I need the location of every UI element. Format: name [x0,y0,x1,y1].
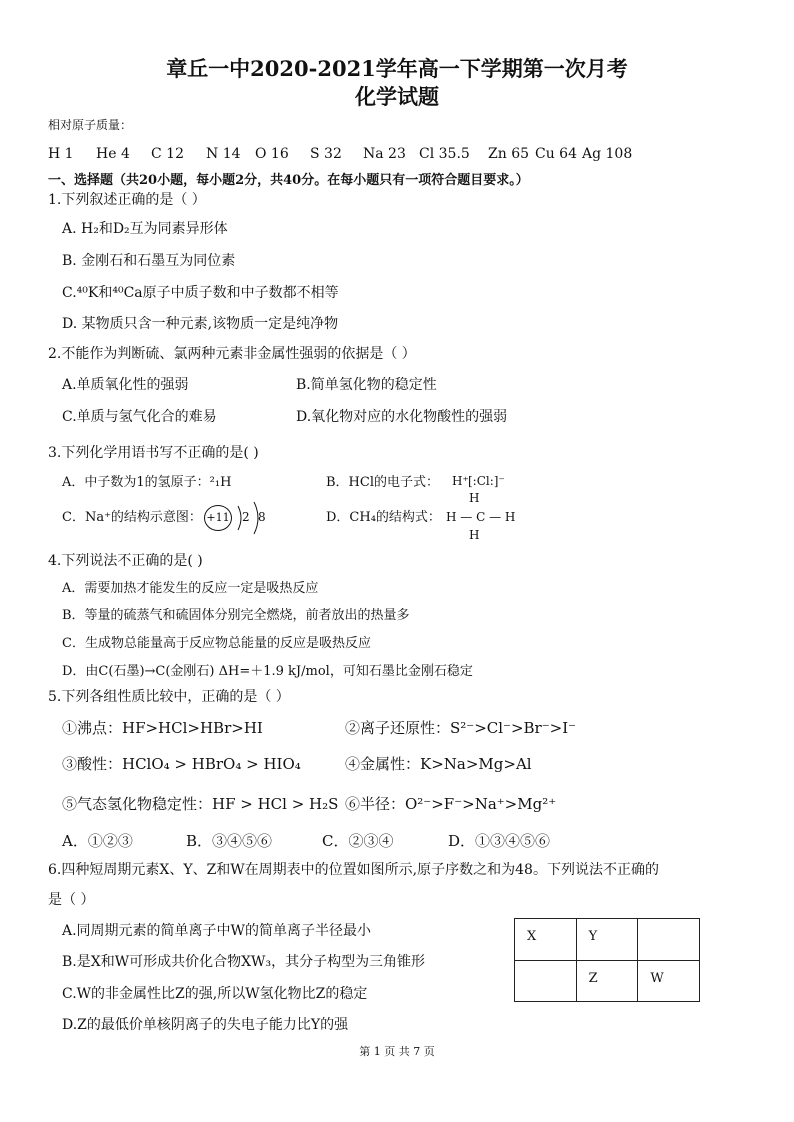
q4-option-a: A．需要加热才能发生的反应一定是吸热反应 [62,581,319,596]
q1-option-d: D. 某物质只含一种元素,该物质一定是纯净物 [62,316,339,332]
q1-option-a: A. H₂和D₂互为同素异形体 [62,221,228,237]
q4-option-c: C．生成物总能量高于反应物总能量的反应是吸热反应 [62,636,371,651]
ch4-middle: H — C — H [446,510,516,524]
na-nucleus-circle: +11 [204,505,232,531]
q3-stem: 3.下列化学用语书写不正确的是( ) [48,445,259,461]
atomic-mass-item: H 1 [48,146,74,162]
atomic-mass-item: N 14 [206,146,241,162]
table-cell: X [515,919,577,961]
q5-item-4: ④金属性：K>Na>Mg>Al [345,755,532,773]
q4-stem: 4.下列说法不正确的是( ) [48,553,203,569]
q5-option-c: C．②③④ [322,832,394,850]
section-heading: 一、选择题（共20小题，每小题2分，共40分。在每小题只有一项符合题目要求。） [48,173,529,188]
q6-option-c: C.W的非金属性比Z的强,所以W氢化物比Z的稳定 [62,986,368,1002]
table-cell [638,919,700,961]
q3-option-a: A．中子数为1的氢原子：²₁H [62,475,232,490]
q1-option-c: C.⁴⁰K和⁴⁰Ca原子中质子数和中子数都不相等 [62,285,339,301]
atomic-mass-item: O 16 [255,146,289,162]
table-cell: Z [576,960,638,1002]
na-shell-2: 8 [258,510,266,524]
q3-option-b: B．HCl的电子式： [326,475,439,490]
na-shell-1: 2 [242,510,250,524]
q5-item-3: ③酸性：HClO₄ > HBrO₄ > HIO₄ [62,755,301,773]
table-cell [515,960,577,1002]
masses-label: 相对原子质量： [48,118,133,132]
periodic-table-fragment [514,918,700,1002]
q5-item-1: ①沸点：HF>HCl>HBr>HI [62,719,263,737]
exam-title: 章丘一中2020-2021学年高一下学期第一次月考 [166,56,628,81]
atomic-mass-item: He 4 [96,146,130,162]
atomic-mass-item: Ag 108 [582,146,633,162]
hcl-cl-ion: [:Cl:]⁻ [468,474,505,488]
q6-option-d: D.Z的最低价单核阴离子的失电子能力比Y的强 [62,1017,349,1033]
q1-option-b: B. 金刚石和石墨互为同位素 [62,253,236,269]
q5-item-2: ②离子还原性：S²⁻>Cl⁻>Br⁻>I⁻ [345,719,577,737]
q2-option-a: A.单质氧化性的强弱 [62,377,189,393]
q2-option-b: B.简单氢化物的稳定性 [296,377,437,393]
q5-option-b: B．③④⑤⑥ [186,832,273,850]
q6-stem-line1: 6.四种短周期元素X、Y、Z和W在周期表中的位置如图所示,原子序数之和为48。下列说法不正确的 [48,862,659,878]
q2-stem: 2.不能作为判断硫、氯两种元素非金属性强弱的依据是（ ） [48,346,416,362]
q1-stem: 1.下列叙述正确的是（ ） [48,192,206,208]
q5-option-a: A．①②③ [62,832,133,850]
q5-stem: 5.下列各组性质比较中，正确的是（ ） [48,689,290,705]
q2-option-d: D.氧化物对应的水化物酸性的强弱 [296,409,508,425]
q5-option-d: D．①③④⑤⑥ [448,832,551,850]
q4-option-d: D．由C(石墨)→C(金刚石) ΔH=＋1.9 kJ/mol，可知石墨比金刚石稳定 [62,664,473,679]
ch4-top-h: H [469,491,480,505]
atomic-mass-item: Zn 65 [488,146,530,162]
table-cell: Y [576,919,638,961]
atomic-mass-item: C 12 [151,146,184,162]
exam-subtitle: 化学试题 [355,84,439,109]
q6-option-b: B.是X和W可形成共价化合物XW₃，其分子构型为三角锥形 [62,954,426,970]
q3-option-c: C．Na⁺的结构示意图： [62,510,202,525]
q3-option-d: D．CH₄的结构式： [326,510,441,525]
na-structure-diagram [204,500,274,536]
q6-option-a: A.同周期元素的简单离子中W的简单离子半径最小 [62,923,371,939]
table-row [515,960,700,1002]
page-footer: 第 1 页 共 7 页 [359,1045,435,1058]
q2-option-c: C.单质与氢气化合的难易 [62,409,217,425]
q5-item-5: ⑤气态氢化物稳定性：HF > HCl > H₂S [62,795,339,813]
q4-option-b: B．等量的硫蒸气和硫固体分别完全燃烧，前者放出的热量多 [62,608,410,623]
atomic-mass-item: Na 23 [363,146,406,162]
table-cell: W [638,960,700,1002]
hcl-h-ion: H⁺ [452,474,469,488]
table-row [515,919,700,961]
ch4-bottom-h: H [469,528,480,542]
q6-stem-line2: 是（ ） [48,892,95,908]
atomic-mass-item: Cl 35.5 [419,146,470,162]
q5-item-6: ⑥半径：O²⁻>F⁻>Na⁺>Mg²⁺ [345,795,557,813]
atomic-mass-item: Cu 64 [535,146,577,162]
atomic-mass-item: S 32 [310,146,342,162]
